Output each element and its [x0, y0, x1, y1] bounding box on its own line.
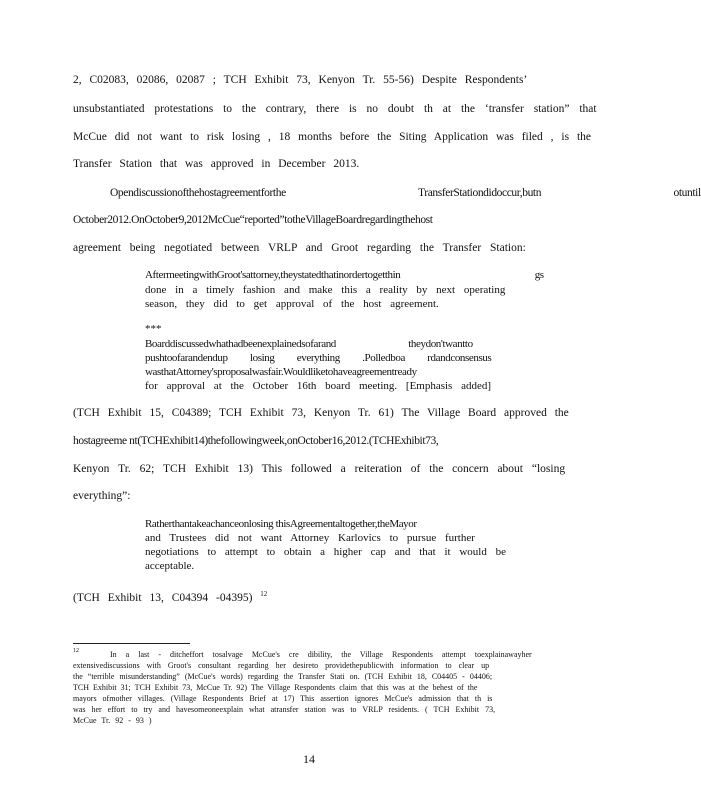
body-line-5: Opendiscussionofthehostagreementforthe TransferStationdidoccur,butn otuntil: [110, 187, 701, 199]
quote2-line-2: and Trustees did not want Attorney Karlovics to pursue further: [145, 532, 475, 544]
citation-text: (TCH Exhibit 13, C04394 -04395): [73, 591, 253, 604]
body2-line-4: everything”:: [73, 490, 131, 502]
quote1-line-3: season, they did to get approval of the host agreement.: [145, 298, 439, 310]
quote2-line-1: Ratherthantakeachanceonlosing thisAgreementaltogether,theMayor: [145, 518, 417, 530]
quote1-line-2: done in a timely fashion and make this a reality by next operating: [145, 284, 506, 296]
footnote-rule: [73, 643, 190, 644]
quote2-line-3: negotiations to attempt to obtain a higher cap and that it would be: [145, 546, 506, 558]
quote1-line-7: wasthatAttorney'sproposalwasfair.Wouldliketohaveagreementready: [145, 366, 417, 378]
body-line-6: October2012.OnOctober9,2012McCue“reported”totheVillageBoardregardingthehost: [73, 214, 433, 226]
footnote-line-1: In a last - ditcheffort tosalvage McCue's cre dibility, the Village Respondents attempt toexplainawayher: [110, 650, 532, 659]
footnote-line-7: McCue Tr. 92 - 93 ): [73, 716, 152, 725]
quote2-line-4: acceptable.: [145, 560, 195, 572]
footnote-line-5: mayors ofmother villages. (Village Respondents Brief at 17) This assertion ignores McCue's admission that th is: [73, 694, 493, 703]
footnote-line-3: the “terrible misunderstanding” (McCue's words) regarding the Transfer Stati on. (TCH Exhibit 18, C04405 - 04406;: [73, 672, 493, 681]
body-line-4: Transfer Station that was approved in December 2013.: [73, 158, 360, 170]
quote1-line-6: pushtoofarandendup losing everything .Polledboa rdandconsensus: [145, 352, 492, 364]
body2-line-2: hostagreeme nt(TCHExhibit14)thefollowingweek,onOctober16,2012.(TCHExhibit73,: [73, 435, 439, 447]
quote1-separator: ***: [145, 323, 162, 335]
footnote-number: 12: [73, 648, 79, 654]
body-line-2: unsubstantiated protestations to the contrary, there is no doubt th at the ‘transfer station” that: [73, 103, 597, 115]
footnote-line-4: TCH Exhibit 31; TCH Exhibit 73, McCue Tr. 92) The Village Respondents claim that this was at the behest of the: [73, 683, 478, 692]
quote1-line-8: for approval at the October 16th board meeting. [Emphasis added]: [145, 380, 492, 392]
citation-line: [73, 587, 267, 605]
body-line-3: McCue did not want to risk losing , 18 months before the Siting Application was filed , is the: [73, 131, 592, 143]
body2-line-1: (TCH Exhibit 15, C04389; TCH Exhibit 73, Kenyon Tr. 61) The Village Board approved the: [73, 407, 569, 419]
quote1-line-5: Boarddiscussedwhathadbeenexplainedsofarand theydon'twantto: [145, 338, 473, 350]
footnote-line-2: extensivediscussions with Groot's consultant regarding her desireto providethepublicwith information to clear up: [73, 661, 490, 670]
footnote-reference[interactable]: 12: [260, 590, 268, 598]
page-number: 14: [303, 752, 315, 766]
body2-line-3: Kenyon Tr. 62; TCH Exhibit 13) This followed a reiteration of the concern about “losing: [73, 463, 566, 475]
body-line-1: 2, C02083, 02086, 02087 ; TCH Exhibit 73, Kenyon Tr. 55-56) Despite Respondents’: [73, 74, 528, 86]
quote1-line-1: AftermeetingwithGroot'sattorney,theystatedthatinordertogetthin gs: [145, 269, 544, 281]
footnote-line-6: was her effort to try and havesomeoneexplain what atransfer station was to VRLP residents. ( TCH Exhibit 73,: [73, 705, 496, 714]
body-line-7: agreement being negotiated between VRLP and Groot regarding the Transfer Station:: [73, 242, 526, 254]
